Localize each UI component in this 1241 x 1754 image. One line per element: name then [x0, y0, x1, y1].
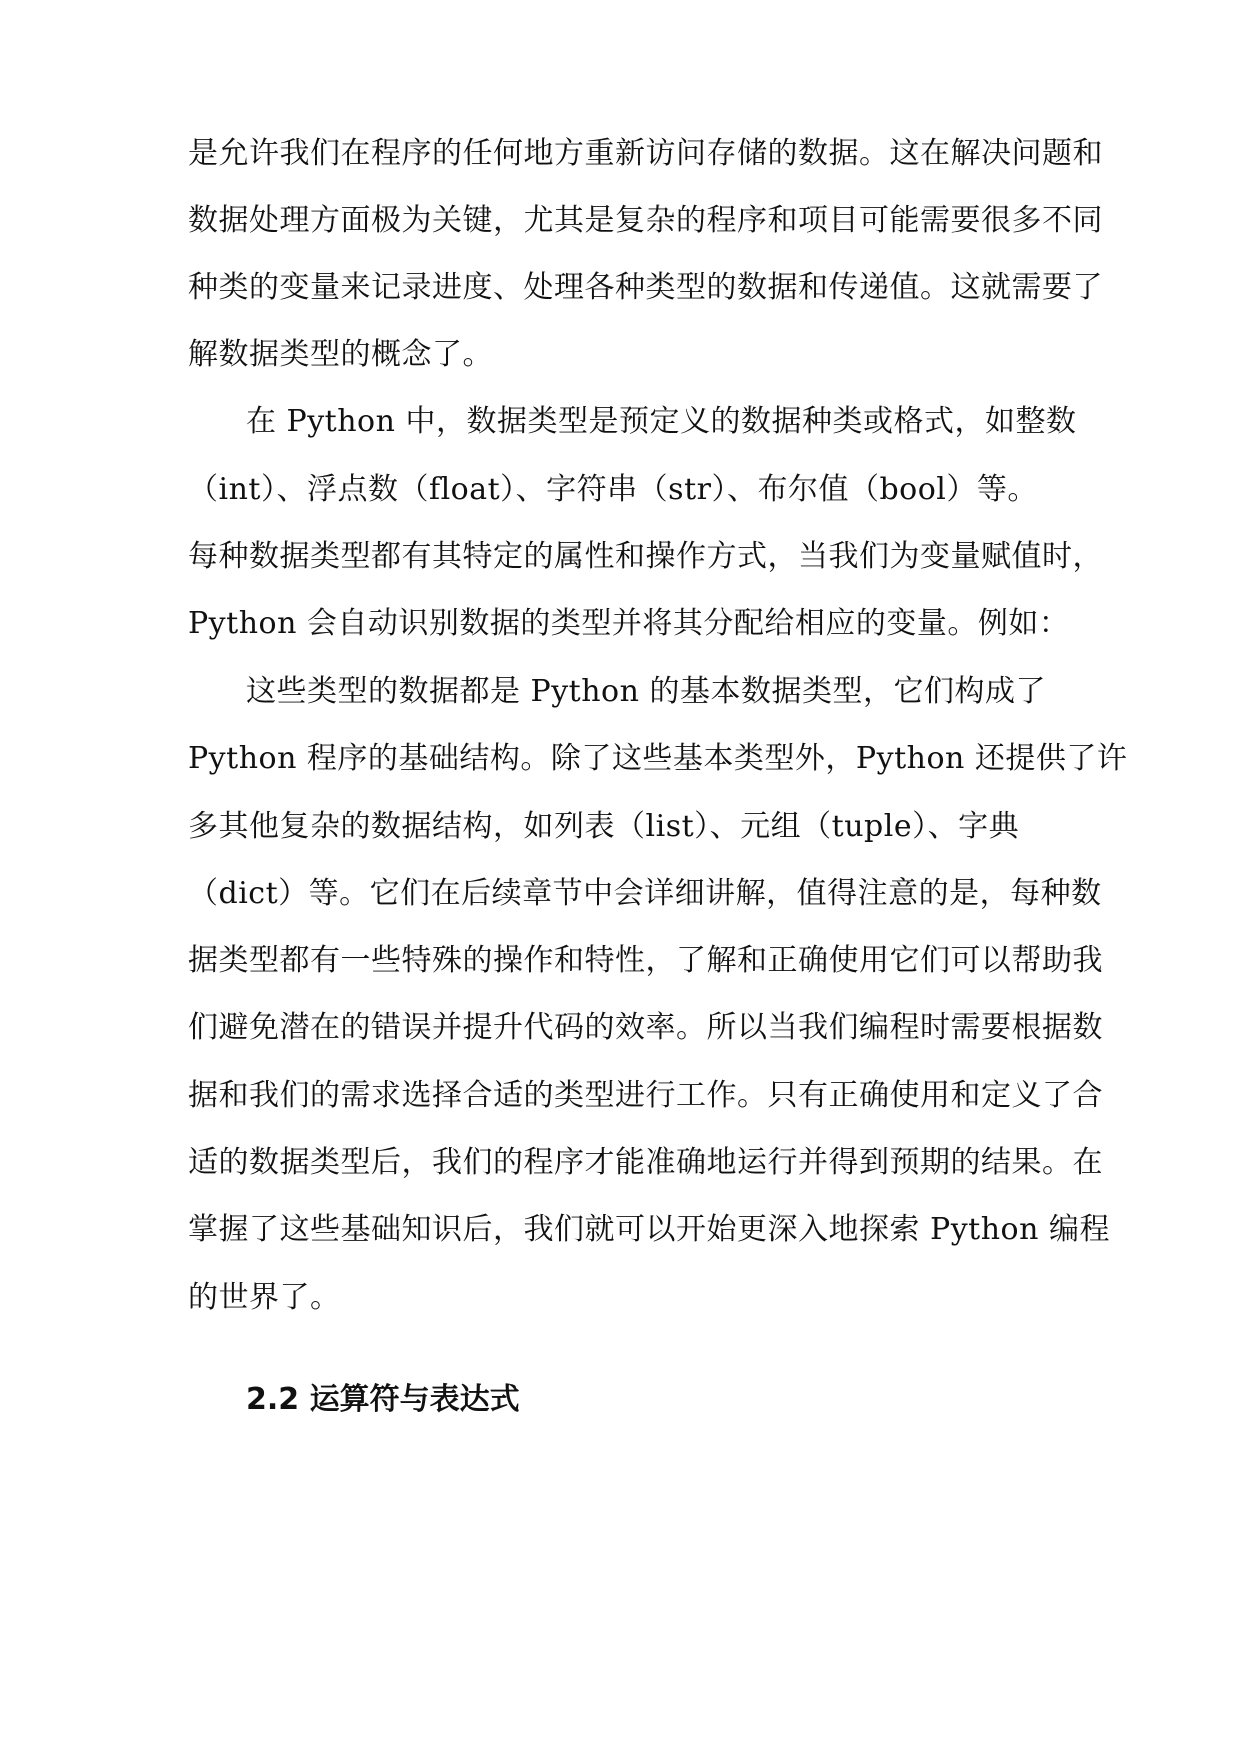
paragraph-3-line-4: （dict）等。它们在后续章节中会详细讲解，值得注意的是，每种数	[188, 876, 1102, 911]
paragraph-1-line-3: 种类的变量来记录进度、处理各种类型的数据和传递值。这就需要了	[188, 270, 1103, 305]
paragraph-3-line-8: 适的数据类型后，我们的程序才能准确地运行并得到预期的结果。在	[188, 1145, 1103, 1180]
section-heading: 2.2 运算符与表达式	[246, 1382, 520, 1417]
paragraph-2-line-3: 每种数据类型都有其特定的属性和操作方式，当我们为变量赋值时，	[188, 539, 1103, 574]
paragraph-2-line-1: 在 Python 中，数据类型是预定义的数据种类或格式，如整数	[246, 404, 1077, 439]
paragraph-2-line-2: （int）、浮点数（float）、字符串（str）、布尔值（bool）等。	[188, 472, 1038, 507]
paragraph-3-line-9: 掌握了这些基础知识后，我们就可以开始更深入地探索 Python 编程	[188, 1212, 1110, 1247]
paragraph-2-line-4: Python 会自动识别数据的类型并将其分配给相应的变量。例如：	[188, 606, 1070, 641]
paragraph-3-line-5: 据类型都有一些特殊的操作和特性，了解和正确使用它们可以帮助我	[188, 943, 1103, 978]
paragraph-1-line-2: 数据处理方面极为关键，尤其是复杂的程序和项目可能需要很多不同	[188, 203, 1103, 238]
paragraph-3-line-2: Python 程序的基础结构。除了这些基本类型外，Python 还提供了许	[188, 741, 1128, 776]
paragraph-3-line-10: 的世界了。	[188, 1280, 341, 1315]
paragraph-1-line-4: 解数据类型的概念了。	[188, 337, 493, 372]
paragraph-3-line-6: 们避免潜在的错误并提升代码的效率。所以当我们编程时需要根据数	[188, 1010, 1103, 1045]
paragraph-3-line-3: 多其他复杂的数据结构，如列表（list）、元组（tuple）、字典	[188, 809, 1020, 844]
paragraph-1-line-1: 是允许我们在程序的任何地方重新访问存储的数据。这在解决问题和	[188, 136, 1103, 171]
paragraph-3-line-1: 这些类型的数据都是 Python 的基本数据类型，它们构成了	[246, 674, 1046, 709]
paragraph-3-line-7: 据和我们的需求选择合适的类型进行工作。只有正确使用和定义了合	[188, 1078, 1103, 1113]
